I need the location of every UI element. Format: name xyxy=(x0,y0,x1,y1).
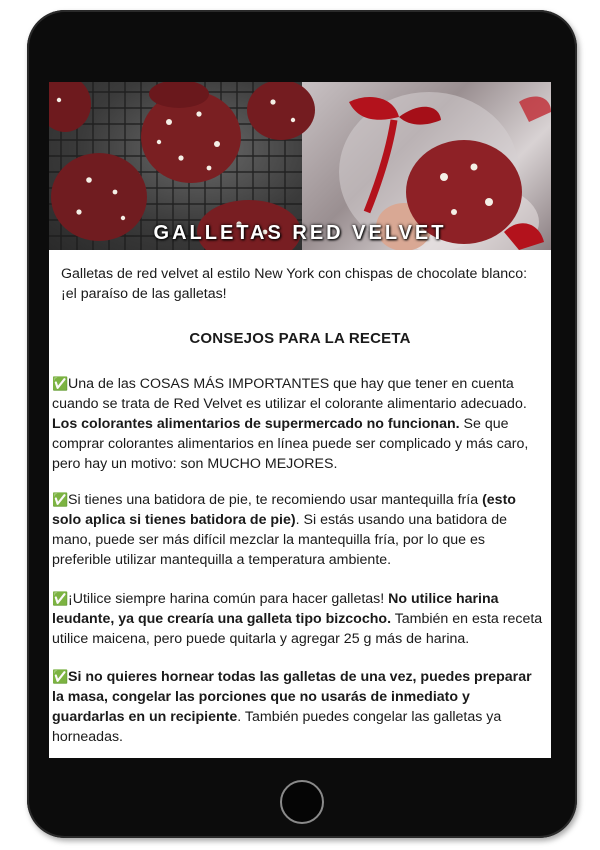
tip-item: ✅Si tienes una batidora de pie, te recomiendo usar mantequilla fría (esto solo aplica si tienes batidora de pie). Si estás usando una batidora de mano, puede ser más difícil mezclar la mantequilla fría, por lo que es preferible utilizar mantequilla a temperatura ambiente. xyxy=(52,492,516,568)
home-button[interactable] xyxy=(280,780,324,824)
tip-item: ✅¡Utilice siempre harina común para hacer galletas! No utilice harina leudante, ya que crearía una galleta tipo bizcocho. También en esta receta utilice maicena, pero puede quitarla y agregar 25 g más de harina. xyxy=(52,591,543,647)
section-heading: CONSEJOS PARA LA RECETA xyxy=(189,330,411,347)
tip-item: ✅Una de las COSAS MÁS IMPORTANTES que hay que tener en cuenta cuando se trata de Red Velvet es utilizar el colorante alimentario adecuado. Los colorantes alimentarios de supermercado no funcionan. Se que comprar colorantes alimentarios en línea puede ser complicado y más caro, pero hay un motivo: son MUCHO MEJORES. xyxy=(52,376,529,472)
screen xyxy=(49,82,551,758)
check-icon: ✅ xyxy=(52,492,69,507)
check-icon: ✅ xyxy=(52,591,69,606)
intro-text: Galletas de red velvet al estilo New York con chispas de chocolate blanco: ¡el paraíso de las galletas! xyxy=(61,266,528,302)
hero-banner xyxy=(49,82,551,250)
check-icon: ✅ xyxy=(52,376,69,391)
check-icon: ✅ xyxy=(52,669,69,684)
tip-item: ✅Si no quieres hornear todas las galletas de una vez, puedes preparar la masa, congelar las porciones que no usarás de inmediato y guardarlas en un recipiente. También puedes congelar las galletas ya horneadas. xyxy=(52,669,532,745)
hero-title: GALLETAS RED VELVET xyxy=(153,222,447,244)
